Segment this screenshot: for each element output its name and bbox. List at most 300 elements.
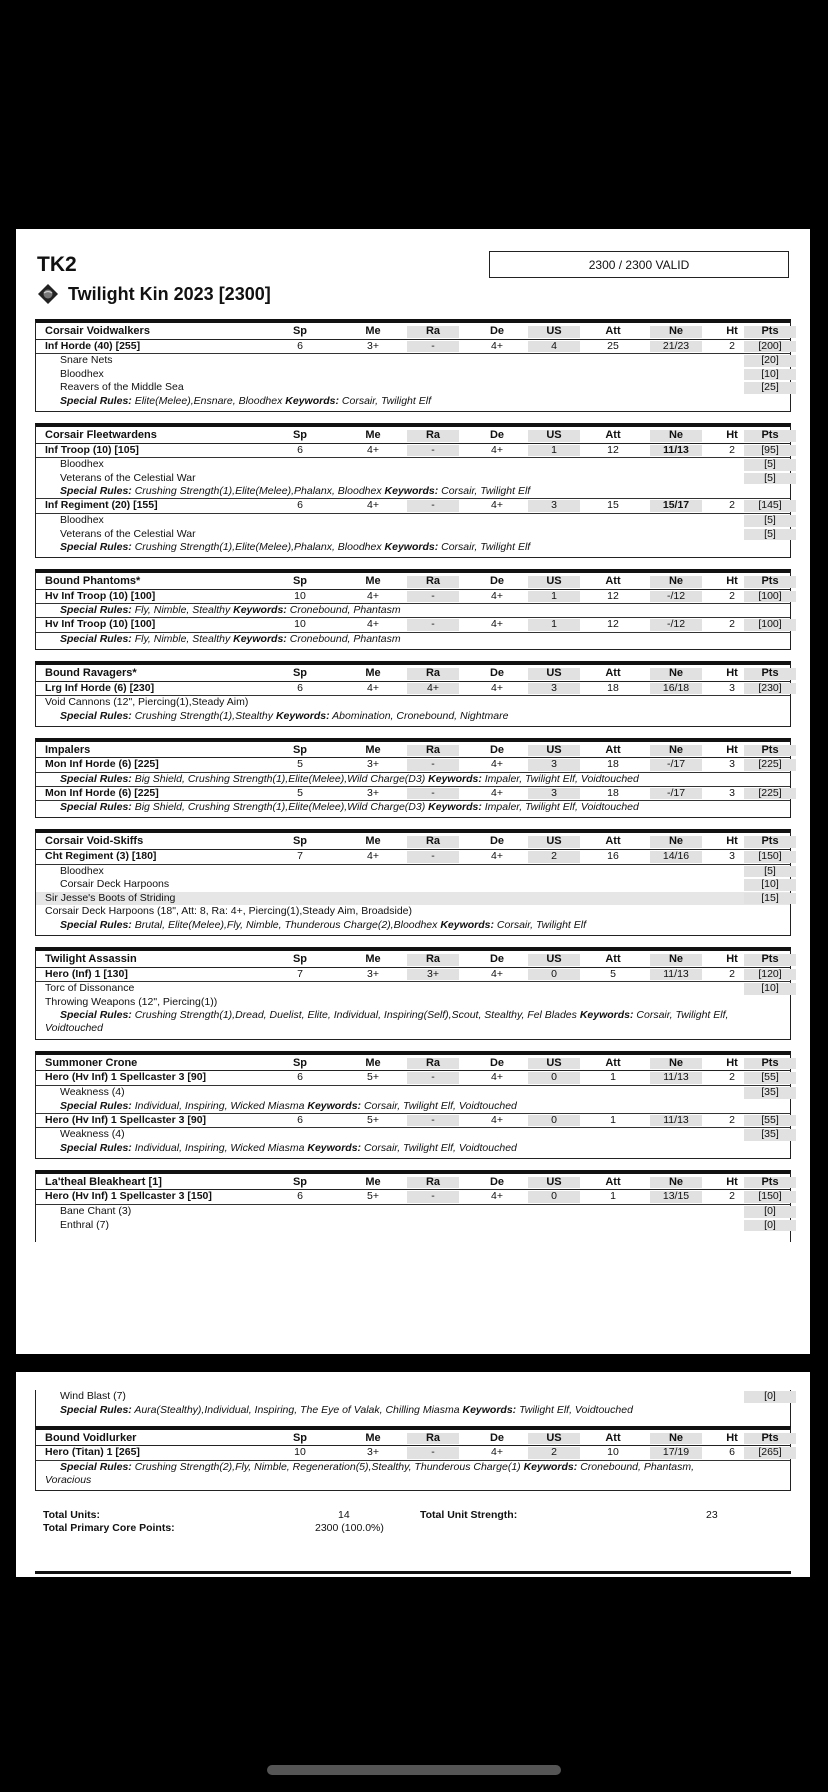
stat-me: 4+	[367, 618, 379, 631]
stat-ne: -/17	[666, 758, 686, 771]
stat-ra: -	[431, 786, 435, 799]
special-rules-text: Crushing Strength(1),Elite(Melee),Phalanx, Bloodhex	[134, 541, 382, 554]
special-rules-label: Special Rules:	[60, 604, 132, 617]
column-header-de: De	[489, 743, 505, 756]
stat-de: 4+	[491, 1190, 503, 1203]
stat-att: 25	[607, 339, 619, 352]
special-rules	[36, 1009, 790, 1022]
item-pts: [35]	[761, 1086, 779, 1098]
column-header-ne: Ne	[668, 953, 684, 966]
item-pts: [15]	[761, 891, 779, 904]
unit-header-row	[36, 744, 790, 759]
column-header-ra: Ra	[425, 1175, 441, 1188]
stat-pts: [230]	[758, 681, 782, 694]
item-name: Sir Jesse's Boots of Striding	[45, 891, 176, 904]
special-rules	[36, 604, 790, 618]
column-header-pts: Pts	[761, 1056, 779, 1069]
special-rules-label: Special Rules:	[60, 541, 132, 554]
stat-ht: 2	[729, 967, 735, 980]
stat-pts: [100]	[758, 589, 782, 602]
column-header-ne: Ne	[668, 835, 684, 848]
stat-ne: 11/13	[663, 1113, 689, 1126]
unit-block	[35, 569, 791, 650]
total-points-label: Total Primary Core Points:	[43, 1522, 175, 1534]
column-header-me: Me	[365, 743, 381, 756]
stat-ra: -	[431, 339, 435, 352]
special-rules	[36, 1100, 790, 1114]
column-header-att: Att	[605, 953, 621, 966]
stat-me: 4+	[367, 850, 379, 863]
upgrade-item	[36, 514, 790, 528]
stat-sp: 5	[297, 786, 303, 799]
upgrade-item	[36, 1390, 790, 1404]
column-header-pts: Pts	[761, 666, 779, 679]
keywords-label: Keywords:	[523, 1460, 578, 1473]
rules-block	[36, 604, 790, 618]
column-header-ra: Ra	[425, 666, 441, 679]
upgrade-item	[36, 1086, 790, 1100]
stat-ne: 14/16	[662, 850, 690, 863]
column-header-me: Me	[365, 1056, 381, 1069]
column-header-me: Me	[365, 1175, 381, 1188]
item-pts: [35]	[761, 1128, 779, 1141]
stat-me: 5+	[367, 1190, 379, 1203]
page-end-rule	[35, 1571, 791, 1574]
roster-page-2	[16, 1372, 810, 1577]
keywords-text: Abomination, Cronebound, Nightmare	[332, 709, 509, 722]
unit-block	[35, 829, 791, 936]
item-pts: [5]	[764, 513, 776, 526]
column-header-sp: Sp	[292, 835, 308, 848]
stat-pts: [150]	[758, 1190, 782, 1203]
stat-row	[36, 1190, 790, 1205]
column-header-ht: Ht	[726, 666, 738, 679]
special-rules-label: Special Rules:	[60, 632, 132, 645]
upgrade-item	[36, 458, 790, 472]
unit-profile: Hero (Titan) 1 [265]	[45, 1446, 140, 1459]
upgrade-item	[36, 1128, 790, 1142]
column-header-me: Me	[365, 575, 381, 588]
stat-ne: 21/23	[662, 339, 690, 352]
stat-row	[36, 682, 790, 697]
column-header-ra: Ra	[425, 743, 441, 756]
column-header-ht: Ht	[726, 1056, 738, 1069]
stat-sp: 6	[297, 443, 303, 456]
special-rules-label: Special Rules:	[60, 1009, 132, 1022]
unit-name: La'theal Bleakheart [1]	[45, 1175, 162, 1188]
stat-ne: -/17	[666, 786, 686, 799]
rules-block	[36, 1461, 790, 1487]
special-rules-label: Special Rules:	[60, 1460, 132, 1473]
keywords-text: Corsair, Twilight Elf	[496, 919, 586, 932]
keywords-text: Corsair, Twilight Elf	[441, 485, 531, 498]
stat-ht: 2	[729, 339, 735, 352]
unit-profile: Mon Inf Horde (6) [225]	[45, 786, 159, 799]
item-name: Veterans of the Celestial War	[60, 527, 196, 540]
column-header-ht: Ht	[726, 1431, 738, 1444]
special-rules-text: Crushing Strength(1),Stealthy	[134, 709, 274, 722]
total-points-value: 2300 (100.0%)	[315, 1522, 384, 1534]
stat-ne: 16/18	[662, 681, 690, 694]
special-rules-text: Crushing Strength(1),Dread, Duelist, Elite, Individual, Inspiring(Self),Scout, Stealthy, Fel Blades	[134, 1009, 577, 1022]
rules-block	[36, 801, 790, 814]
stat-ht: 2	[729, 1190, 735, 1203]
special-rules-label: Special Rules:	[60, 485, 132, 498]
rules-block	[36, 710, 790, 723]
upgrade-item	[36, 354, 790, 368]
rules-block	[36, 1404, 790, 1417]
stat-ht: 3	[729, 786, 735, 799]
stat-ht: 2	[729, 1113, 735, 1126]
stat-us: 2	[551, 850, 557, 863]
column-header-us: US	[546, 1056, 562, 1069]
special-rules	[36, 710, 790, 723]
keywords-continued: Voidtouched	[45, 1022, 103, 1035]
stat-pts: [225]	[758, 758, 782, 771]
keywords-label: Keywords:	[275, 709, 330, 722]
item-pts: [10]	[761, 878, 779, 891]
keywords-label: Keywords:	[233, 604, 287, 617]
keywords-label: Keywords:	[428, 772, 482, 785]
item-name: Bloodhex	[60, 367, 104, 380]
stat-sp: 6	[297, 499, 303, 512]
stat-us: 2	[551, 1446, 557, 1459]
item-name: Corsair Deck Harpoons (18", Att: 8, Ra: 4+, Piercing(1),Steady Aim, Broadside)	[45, 905, 413, 918]
unit-profile: Inf Regiment (20) [155]	[45, 499, 158, 512]
unit-name: Bound Voidlurker	[45, 1431, 137, 1444]
upgrade-item	[36, 1219, 790, 1233]
column-header-ra: Ra	[425, 835, 441, 848]
rules-block	[36, 395, 790, 408]
item-pts: [0]	[764, 1204, 776, 1217]
special-rules	[36, 773, 790, 787]
keywords-label: Keywords:	[285, 394, 339, 407]
column-header-ne: Ne	[668, 1431, 684, 1444]
column-header-sp: Sp	[292, 666, 308, 679]
item-name: Bane Chant (3)	[60, 1204, 132, 1217]
item-pts: [25]	[761, 381, 779, 394]
stat-us: 0	[551, 967, 557, 980]
equipment-line	[36, 696, 790, 710]
item-name: Weakness (4)	[60, 1128, 125, 1141]
unit-name: Corsair Fleetwardens	[45, 428, 157, 441]
unit-name: Bound Phantoms*	[45, 575, 141, 588]
stat-ht: 2	[729, 1071, 735, 1084]
keywords-label: Keywords:	[579, 1009, 634, 1022]
keywords-text: Corsair, Twilight Elf	[441, 541, 531, 554]
upgrade-item	[36, 381, 790, 395]
stat-ra: 4+	[427, 681, 439, 694]
equipment-line	[36, 996, 790, 1010]
column-header-ra: Ra	[425, 1431, 441, 1444]
stat-ne: -/12	[666, 618, 686, 631]
special-rules-label: Special Rules:	[60, 1099, 132, 1112]
column-header-att: Att	[605, 743, 621, 756]
stat-de: 4+	[491, 443, 503, 456]
special-rules-text: Fly, Nimble, Stealthy	[134, 632, 231, 645]
total-units-value: 14	[338, 1509, 350, 1521]
column-header-us: US	[546, 666, 562, 679]
column-header-att: Att	[605, 428, 621, 441]
column-header-me: Me	[365, 428, 381, 441]
special-rules-label: Special Rules:	[60, 1403, 132, 1416]
column-header-sp: Sp	[292, 1431, 308, 1444]
item-name: Snare Nets	[60, 354, 113, 367]
stat-pts: [150]	[758, 850, 782, 863]
item-name: Bloodhex	[60, 513, 104, 526]
unit-name: Corsair Voidwalkers	[45, 325, 150, 337]
keywords-label: Keywords:	[384, 541, 439, 554]
keywords-label: Keywords:	[233, 632, 287, 645]
stat-ra: 3+	[427, 967, 439, 980]
special-rules	[36, 633, 790, 646]
stat-ht: 3	[729, 850, 735, 863]
stat-ht: 3	[729, 681, 735, 694]
stat-pts: [145]	[758, 499, 782, 512]
unit-profile: Inf Horde (40) [255]	[45, 339, 141, 352]
stat-att: 5	[610, 967, 616, 980]
item-name: Bloodhex	[60, 458, 104, 471]
column-header-de: De	[489, 575, 505, 588]
stat-sp: 6	[297, 1190, 303, 1203]
unit-block	[35, 947, 791, 1040]
stat-att: 10	[607, 1446, 619, 1459]
keywords-label: Keywords:	[307, 1141, 362, 1154]
stat-de: 4+	[491, 339, 503, 352]
stat-sp: 7	[297, 967, 303, 980]
special-rules-label: Special Rules:	[60, 919, 132, 932]
continued-block	[35, 1390, 791, 1420]
column-header-ht: Ht	[726, 1175, 738, 1188]
stat-ne: 17/19	[662, 1446, 690, 1459]
stat-us: 0	[551, 1071, 557, 1084]
stat-sp: 5	[297, 758, 303, 771]
column-header-de: De	[489, 1056, 505, 1069]
stat-pts: [55]	[761, 1113, 779, 1126]
unit-profile: Hv Inf Troop (10) [100]	[45, 589, 156, 602]
special-rules-text: Brutal, Elite(Melee),Fly, Nimble, Thunderous Charge(2),Bloodhex	[134, 919, 438, 932]
home-indicator[interactable]	[267, 1765, 561, 1775]
special-rules-text: Crushing Strength(1),Elite(Melee),Phalanx, Bloodhex	[134, 485, 382, 498]
stat-us: 1	[551, 589, 557, 602]
column-header-me: Me	[365, 835, 381, 848]
column-header-pts: Pts	[761, 1175, 779, 1188]
stat-row	[36, 340, 790, 355]
column-header-ra: Ra	[425, 575, 441, 588]
stat-ht: 2	[729, 443, 735, 456]
keywords-label: Keywords:	[440, 919, 494, 932]
stat-ra: -	[431, 589, 435, 602]
stat-ne: 11/13	[663, 967, 689, 980]
stat-att: 18	[607, 758, 619, 771]
stat-de: 4+	[491, 1113, 503, 1126]
upgrade-item	[36, 472, 790, 486]
column-header-me: Me	[365, 953, 381, 966]
stat-row	[36, 968, 790, 983]
unit-name: Summoner Crone	[45, 1056, 138, 1069]
column-header-us: US	[546, 428, 562, 441]
keywords-text: Twilight Elf, Voidtouched	[519, 1403, 633, 1416]
stat-ra: -	[431, 850, 435, 863]
column-header-att: Att	[605, 1175, 621, 1188]
item-name: Torc of Dissonance	[45, 982, 135, 995]
column-header-att: Att	[605, 1431, 621, 1444]
column-header-ne: Ne	[668, 666, 684, 679]
unit-header-row	[36, 667, 790, 682]
stat-att: 12	[607, 589, 619, 602]
column-header-ne: Ne	[668, 325, 684, 337]
unit-name: Corsair Void-Skiffs	[45, 835, 144, 848]
item-name: Veterans of the Celestial War	[60, 471, 196, 484]
unit-list-continued	[35, 1390, 791, 1502]
special-rules-text: Big Shield, Crushing Strength(1),Elite(Melee),Wild Charge(D3)	[134, 801, 426, 814]
stat-de: 4+	[491, 618, 503, 631]
item-pts: [5]	[764, 527, 776, 540]
stat-ht: 6	[729, 1446, 735, 1459]
special-rules-text: Elite(Melee),Ensnare, Bloodhex	[134, 394, 283, 407]
stat-sp: 6	[297, 681, 303, 694]
army-faction-icon	[37, 283, 59, 305]
column-header-ne: Ne	[668, 428, 684, 441]
stat-ra: -	[431, 499, 435, 512]
column-header-att: Att	[605, 666, 621, 679]
unit-header-row	[36, 1057, 790, 1072]
column-header-pts: Pts	[761, 835, 779, 848]
upgrade-item	[36, 892, 790, 906]
column-header-de: De	[489, 1175, 505, 1188]
column-header-ra: Ra	[425, 428, 441, 441]
rules-block	[36, 541, 790, 554]
stat-us: 3	[551, 681, 557, 694]
special-rules-text: Fly, Nimble, Stealthy	[134, 604, 231, 617]
column-header-att: Att	[605, 835, 621, 848]
stat-pts: [100]	[758, 618, 782, 631]
stat-pts: [225]	[758, 786, 782, 799]
keywords-text: Cronebound, Phantasm,	[580, 1460, 695, 1473]
stat-att: 18	[607, 681, 619, 694]
stat-us: 0	[551, 1190, 557, 1203]
column-header-ne: Ne	[668, 1056, 684, 1069]
column-header-sp: Sp	[292, 428, 308, 441]
stat-pts: [55]	[761, 1071, 779, 1084]
unit-block	[35, 661, 791, 727]
item-name: Throwing Weapons (12", Piercing(1))	[45, 995, 218, 1008]
stat-ne: 15/17	[662, 499, 690, 512]
stat-de: 4+	[491, 589, 503, 602]
stat-pts: [95]	[761, 443, 779, 456]
column-header-de: De	[489, 953, 505, 966]
item-name: Corsair Deck Harpoons	[60, 878, 170, 891]
column-header-ne: Ne	[668, 1175, 684, 1188]
stat-us: 1	[551, 618, 557, 631]
stat-me: 4+	[367, 681, 379, 694]
unit-block	[35, 423, 791, 558]
unit-profile: Mon Inf Horde (6) [225]	[45, 758, 159, 771]
keywords-text: Cronebound, Phantasm	[289, 604, 401, 617]
stat-me: 3+	[367, 967, 379, 980]
rules-block	[36, 1100, 790, 1114]
item-name: Enthral (7)	[60, 1218, 110, 1231]
stat-de: 4+	[491, 786, 503, 799]
column-header-de: De	[489, 666, 505, 679]
column-header-ht: Ht	[726, 575, 738, 588]
special-rules-label: Special Rules:	[60, 801, 132, 814]
keywords-text: Corsair, Twilight Elf, Voidtouched	[363, 1141, 517, 1154]
unit-name: Impalers	[45, 743, 91, 756]
total-units-label: Total Units:	[43, 1509, 100, 1521]
validity-status: 2300 / 2300 VALID	[489, 251, 789, 278]
special-rules	[36, 485, 790, 499]
stat-us: 3	[551, 758, 557, 771]
special-rules-text: Big Shield, Crushing Strength(1),Elite(Melee),Wild Charge(D3)	[134, 772, 426, 785]
stat-sp: 10	[294, 618, 306, 631]
stat-row	[36, 618, 790, 633]
stat-me: 3+	[367, 758, 379, 771]
stat-de: 4+	[491, 1071, 503, 1084]
stat-us: 0	[551, 1113, 557, 1126]
army-title: Twilight Kin 2023 [2300]	[37, 283, 271, 305]
keywords-label: Keywords:	[384, 485, 439, 498]
stat-row	[36, 590, 790, 605]
special-rules	[36, 1404, 790, 1417]
stat-att: 1	[610, 1113, 616, 1126]
upgrade-item	[36, 1205, 790, 1219]
unit-block	[35, 1426, 791, 1492]
stat-ra: -	[431, 618, 435, 631]
stat-us: 1	[551, 443, 557, 456]
column-header-us: US	[546, 1431, 562, 1444]
upgrade-item	[36, 865, 790, 879]
unit-header-row	[36, 835, 790, 850]
stat-att: 16	[607, 850, 619, 863]
unit-name: Twilight Assassin	[45, 953, 137, 966]
stat-sp: 10	[294, 589, 306, 602]
column-header-att: Att	[605, 575, 621, 588]
column-header-pts: Pts	[761, 743, 779, 756]
item-pts: [5]	[764, 458, 776, 471]
unit-profile: Lrg Inf Horde (6) [230]	[45, 681, 155, 694]
column-header-sp: Sp	[292, 953, 308, 966]
stat-row	[36, 1446, 790, 1461]
keywords-text: Corsair, Twilight Elf, Voidtouched	[363, 1099, 517, 1112]
unit-profile: Hero (Hv Inf) 1 Spellcaster 3 [90]	[45, 1071, 207, 1084]
item-name: Reavers of the Middle Sea	[60, 381, 184, 394]
keywords-text: Cronebound, Phantasm	[289, 632, 401, 645]
unit-header-row	[36, 1432, 790, 1447]
item-name: Void Cannons (12", Piercing(1),Steady Aim)	[45, 696, 249, 709]
stat-ra: -	[431, 758, 435, 771]
column-header-pts: Pts	[761, 575, 779, 588]
column-header-ne: Ne	[668, 743, 684, 756]
roster-page-1	[16, 229, 810, 1354]
column-header-sp: Sp	[292, 1056, 308, 1069]
stat-pts: [120]	[758, 967, 782, 980]
column-header-de: De	[489, 835, 505, 848]
equipment-line	[36, 982, 790, 996]
column-header-ne: Ne	[668, 575, 684, 588]
keywords-text: Corsair, Twilight Elf,	[636, 1009, 729, 1022]
stat-ht: 3	[729, 758, 735, 771]
rules-block	[36, 1009, 790, 1035]
stat-row	[36, 758, 790, 773]
stat-me: 4+	[367, 589, 379, 602]
stat-sp: 6	[297, 339, 303, 352]
special-rules-text: Individual, Inspiring, Wicked Miasma	[134, 1099, 305, 1112]
column-header-us: US	[546, 575, 562, 588]
equipment-line	[36, 905, 790, 919]
stat-ra: -	[431, 1113, 435, 1126]
unit-profile: Hero (Hv Inf) 1 Spellcaster 3 [90]	[45, 1113, 207, 1126]
